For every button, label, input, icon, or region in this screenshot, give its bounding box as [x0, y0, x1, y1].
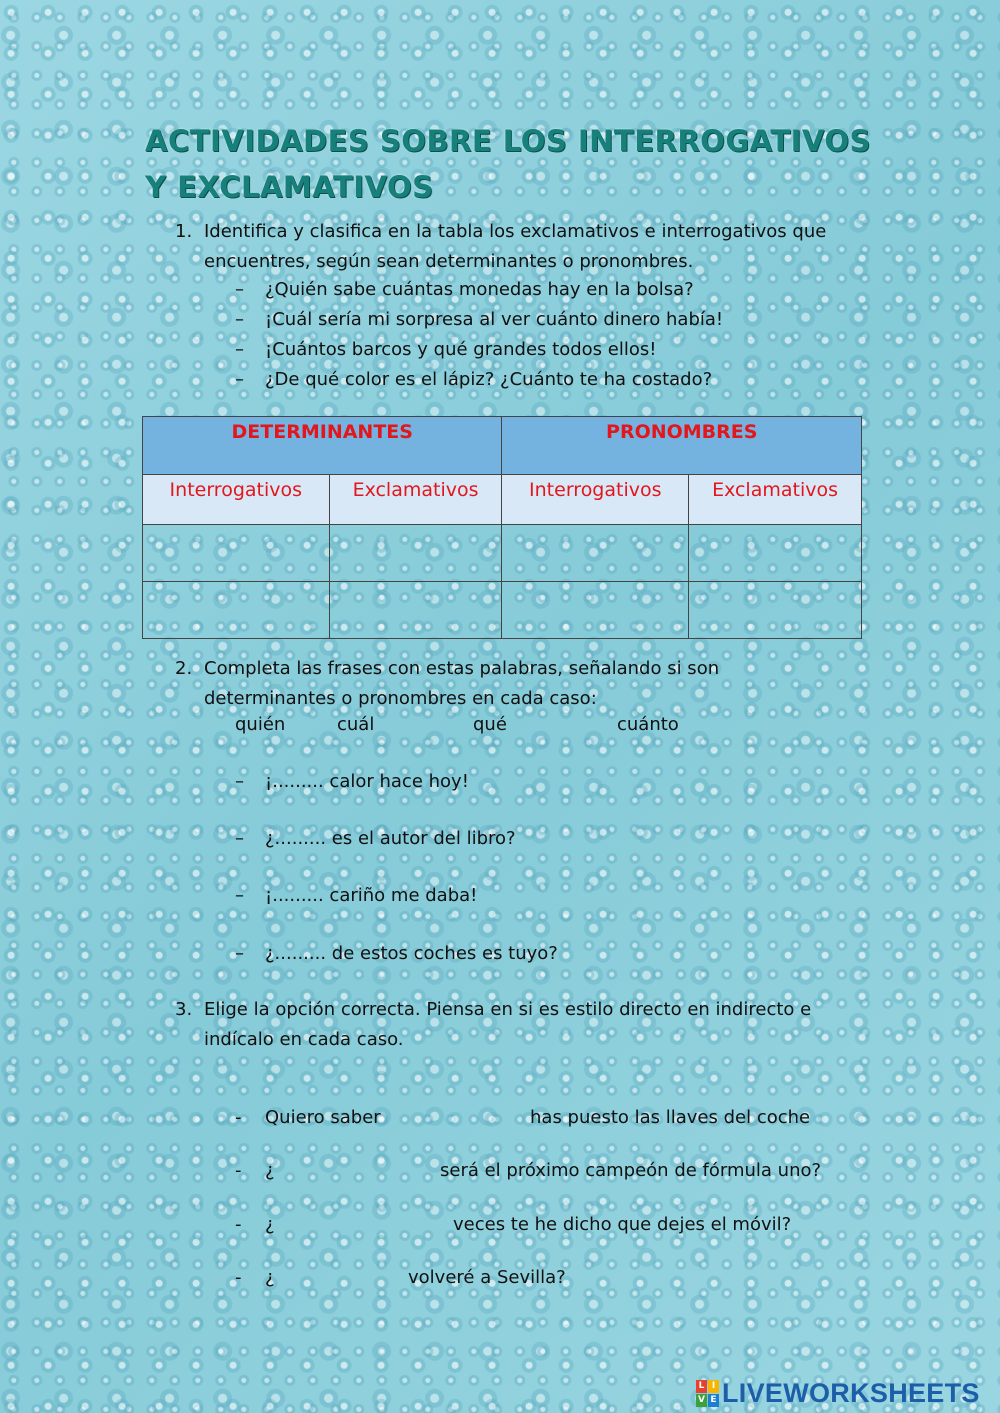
- answer-cell[interactable]: [143, 582, 330, 639]
- question-2-text-line-1: Completa las frases con estas palabras, señalando si son: [204, 658, 720, 679]
- answer-gap-text: volveré a Sevilla?: [408, 1267, 566, 1288]
- list-item: - ¿ veces te he dicho que dejes el móvil?: [235, 1210, 875, 1240]
- page-title: [145, 118, 905, 210]
- classification-table: [142, 416, 862, 639]
- title-line-1: ACTIVIDADES SOBRE LOS INTERROGATIVOS: [145, 124, 871, 158]
- logo-blocks-icon: L I V E: [696, 1380, 719, 1407]
- question-2: [175, 654, 865, 714]
- question-1-number: 1.: [175, 221, 193, 242]
- answer-cell[interactable]: [329, 525, 502, 582]
- answer-cell[interactable]: [502, 582, 689, 639]
- list-item: - ¿ volveré a Sevilla?: [235, 1263, 875, 1293]
- question-1-text-line-2: encuentres, según sean determinantes o pronombres.: [204, 251, 694, 272]
- list-item: – ¡Cuál sería mi sorpresa al ver cuánto dinero había!: [235, 309, 724, 330]
- question-1: [175, 217, 865, 277]
- question-3-sentences: [235, 1103, 875, 1303]
- table-row: [143, 525, 862, 582]
- list-item[interactable]: – ¡......... calor hace hoy!: [235, 771, 469, 792]
- question-3-text-line-1: Elige la opción correcta. Piensa en si es estilo directo en indirecto e: [204, 999, 812, 1020]
- header-pronombres: PRONOMBRES: [502, 417, 862, 475]
- list-item: – ¿De qué color es el lápiz? ¿Cuánto te ha costado?: [235, 369, 713, 390]
- list-item: - Quiero saber has puesto las llaves del coche: [235, 1103, 875, 1133]
- answer-cell[interactable]: [689, 582, 862, 639]
- subheader-interrogativos-pron: Interrogativos: [502, 475, 689, 525]
- subheader-interrogativos-det: Interrogativos: [143, 475, 330, 525]
- answer-cell[interactable]: [143, 525, 330, 582]
- subheader-exclamativos-det: Exclamativos: [329, 475, 502, 525]
- answer-gap-text: será el próximo campeón de fórmula uno?: [440, 1160, 822, 1181]
- question-1-text-line-1: Identifica y clasifica en la tabla los exclamativos e interrogativos que: [204, 221, 827, 242]
- list-item: – ¿Quién sabe cuántas monedas hay en la bolsa?: [235, 279, 694, 300]
- answer-gap-text: veces te he dicho que dejes el móvil?: [453, 1214, 792, 1235]
- list-item[interactable]: – ¿......... de estos coches es tuyo?: [235, 943, 558, 964]
- question-2-number: 2.: [175, 658, 193, 679]
- answer-cell[interactable]: [502, 525, 689, 582]
- question-3-text-line-2: indícalo en cada caso.: [204, 1029, 404, 1050]
- answer-cell[interactable]: [329, 582, 502, 639]
- list-item: - ¿ será el próximo campeón de fórmula uno?: [235, 1156, 875, 1186]
- list-item: – ¡Cuántos barcos y qué grandes todos ellos!: [235, 339, 657, 360]
- answer-cell[interactable]: [689, 525, 862, 582]
- question-2-text-line-2: determinantes o pronombres en cada caso:: [204, 688, 597, 709]
- word-option: qué: [473, 714, 507, 735]
- word-option: cuánto: [617, 714, 679, 735]
- word-option: cuál: [337, 714, 375, 735]
- list-item[interactable]: – ¿......... es el autor del libro?: [235, 828, 516, 849]
- logo-text: LIVEWORKSHEETS: [722, 1377, 980, 1408]
- answer-gap-text: has puesto las llaves del coche: [530, 1107, 811, 1128]
- question-3: [175, 995, 865, 1055]
- question-3-number: 3.: [175, 999, 193, 1020]
- word-option: quién: [235, 714, 286, 735]
- header-determinantes: DETERMINANTES: [143, 417, 502, 475]
- liveworksheets-logo: [696, 1378, 980, 1408]
- title-line-2: Y EXCLAMATIVOS: [145, 170, 434, 204]
- table-row: [143, 582, 862, 639]
- list-item[interactable]: – ¡......... cariño me daba!: [235, 885, 478, 906]
- subheader-exclamativos-pron: Exclamativos: [689, 475, 862, 525]
